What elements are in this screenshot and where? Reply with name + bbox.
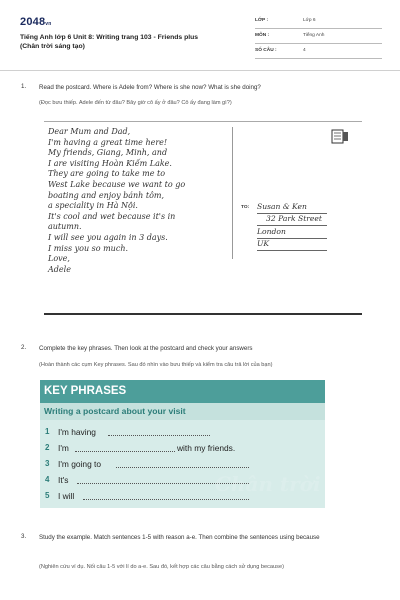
postcard-line: a speciality in Hà Nội. — [48, 201, 138, 211]
key-phrases-box — [40, 380, 325, 508]
meta-class-label: LỚP : — [255, 18, 269, 23]
meta-count-value: 4 — [303, 48, 306, 53]
document-header — [20, 14, 382, 64]
postcard-address-street: 32 Park Street — [266, 214, 322, 223]
meta-subject-label: MÔN : — [255, 33, 270, 38]
meta-info — [255, 14, 382, 59]
question-3-number: 3. — [21, 533, 27, 540]
question-2-text: Complete the key phrases. Then look at the postcard and check your answers — [39, 345, 253, 352]
key-phrases-title: KEY PHRASES — [44, 385, 127, 397]
meta-class-value: Lớp 6 — [303, 18, 316, 23]
key-phrase-row — [40, 424, 325, 439]
postcard-line: boating and enjoy bánh tôm, — [48, 190, 165, 200]
postcard-top-line — [44, 121, 362, 122]
question-2-number: 2. — [21, 344, 27, 351]
question-1-text: Read the postcard. Where is Adele from? Where is she now? What is she doing? — [39, 84, 261, 91]
question-1-translation: (Đọc bưu thiếp. Adele đến từ đâu? Bây giờ cô ấy ở đâu? Cô ấy đang làm gì?) — [39, 100, 232, 106]
postcard-address-name: Susan & Ken — [257, 202, 307, 211]
key-phrase-row — [40, 456, 325, 471]
postcard-address-country: UK — [257, 239, 270, 248]
meta-subject-row — [255, 29, 382, 44]
postcard-line: I'm having a great time here! — [48, 137, 168, 147]
postcard — [44, 121, 362, 317]
key-phrase-text: I'm — [58, 443, 69, 453]
key-phrase-number: 5 — [45, 491, 50, 500]
postcard-line: Love, — [48, 254, 70, 264]
postcard-line: I will see you again in 3 days. — [48, 232, 168, 242]
key-phrase-number: 4 — [45, 475, 50, 484]
postcard-message — [48, 127, 226, 275]
question-2-translation: (Hoàn thành các cụm Key phrases. Sau đó nhìn vào bưu thiếp và kiểm tra câu trả lời của bạn) — [39, 362, 273, 368]
key-phrase-number: 2 — [45, 443, 50, 452]
key-phrases-subtitle-bar — [40, 403, 325, 420]
postcard-address-city: London — [257, 227, 286, 236]
postcard-divider — [232, 127, 233, 259]
meta-subject-value: Tiếng Anh — [303, 33, 325, 38]
address-line — [257, 225, 327, 226]
question-1-number: 1. — [21, 83, 27, 90]
postcard-line: autumn. — [48, 222, 82, 232]
document-title: Tiếng Anh lớp 6 Unit 8: Writing trang 103 - Friends plus (Chân trời sáng tạo) — [20, 34, 199, 50]
postcard-line: I miss you so much. — [48, 243, 129, 253]
key-phrase-number: 1 — [45, 427, 50, 436]
postcard-bottom-line — [44, 313, 362, 315]
key-phrase-text: I'm having — [58, 427, 96, 437]
question-3-text: Study the example. Match sentences 1-5 with reason a-e. Then combine the sentences using because — [39, 534, 320, 541]
postcard-line: Adele — [48, 264, 71, 274]
postcard-line: My friends, Giang, Minh, and — [48, 148, 168, 158]
meta-count-label: SỐ CÂU : — [255, 48, 277, 53]
key-phrase-blank[interactable] — [116, 467, 249, 468]
key-phrase-text: I'm going to — [58, 459, 102, 469]
key-phrase-row — [40, 440, 325, 455]
key-phrase-suffix: with my friends. — [177, 443, 236, 453]
address-line — [257, 250, 327, 251]
key-phrase-blank[interactable] — [75, 451, 175, 452]
key-phrase-text: It's — [58, 475, 69, 485]
postcard-to-label: TO: — [241, 205, 250, 210]
key-phrases-subtitle: Writing a postcard about your visit — [44, 406, 186, 416]
key-phrase-blank[interactable] — [108, 435, 210, 436]
meta-count-row — [255, 44, 382, 59]
postcard-line: They are going to take me to — [48, 169, 166, 179]
site-logo[interactable]: 2048vn — [20, 16, 52, 28]
key-phrase-blank[interactable] — [83, 499, 249, 500]
header-divider — [0, 70, 400, 71]
question-3-translation: (Nghiên cứu ví dụ. Nối câu 1-5 với lí do a-e. Sau đó, kết hợp các câu bằng cách sử dụng because) — [39, 564, 284, 570]
meta-class-row — [255, 14, 382, 29]
postcard-line: I are visiting Hoàn Kiếm Lake. — [48, 158, 172, 168]
publisher-watermark: Chân trời — [215, 472, 321, 496]
key-phrase-number: 3 — [45, 459, 50, 468]
stamp-icon — [331, 129, 349, 144]
key-phrase-text: I will — [58, 491, 75, 501]
postcard-line: Dear Mum and Dad, — [48, 127, 131, 136]
postcard-line: West Lake because we want to go — [48, 179, 186, 189]
postcard-line: It's cool and wet because it's in — [48, 211, 176, 221]
